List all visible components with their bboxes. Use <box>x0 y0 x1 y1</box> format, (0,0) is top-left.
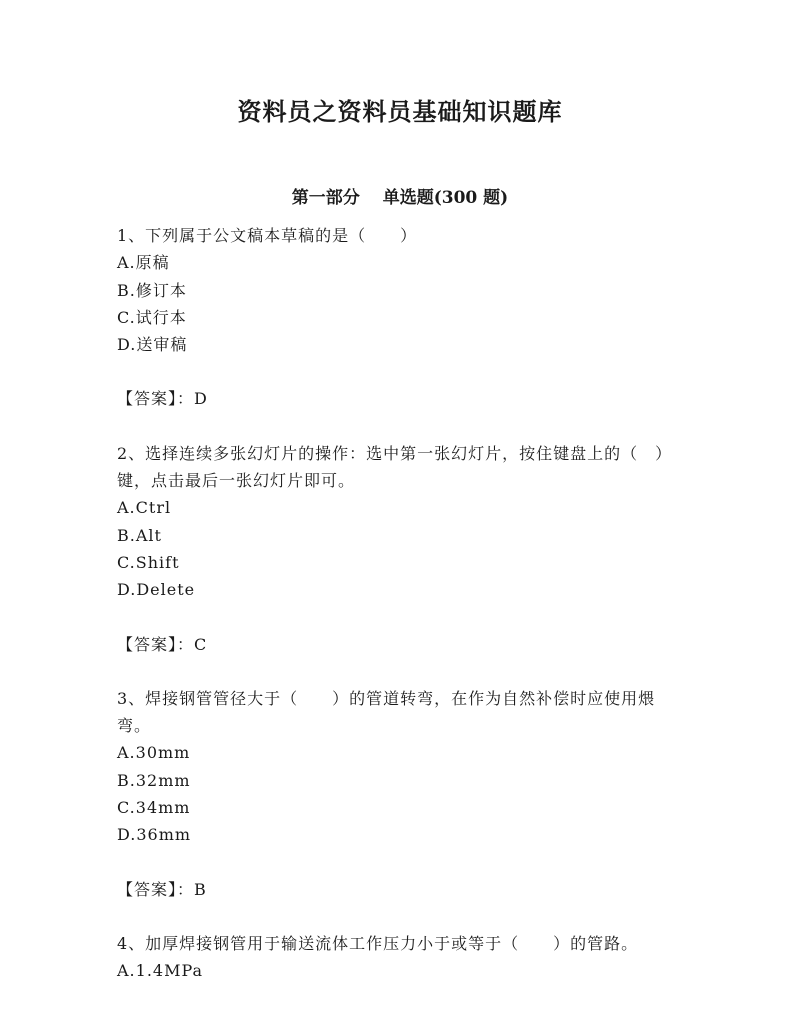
option-a: A.原稿 <box>117 253 170 273</box>
option-c: C.34mm <box>117 798 191 818</box>
option-b: B.32mm <box>117 770 191 790</box>
question-stem: 2、选择连续多张幻灯片的操作：选中第一张幻灯片，按住键盘上的（ ）键，点击最后一张幻灯片即可。 <box>117 443 673 491</box>
section-title: 第一部分 单选题(300 题) <box>291 188 509 208</box>
question-2 <box>117 440 677 658</box>
option-a: A.Ctrl <box>117 498 172 518</box>
question-3 <box>117 685 677 903</box>
option-a: A.30mm <box>117 743 191 763</box>
option-d: D.送审稿 <box>117 335 188 355</box>
answer-value: B <box>194 879 207 899</box>
option-b: B.Alt <box>117 525 162 545</box>
answer-value: C <box>194 634 208 654</box>
question-list <box>117 222 677 985</box>
question-stem: 4、加厚焊接钢管用于输送流体工作压力小于或等于（ ）的管路。 <box>117 933 639 953</box>
document-title: 资料员之资料员基础知识题库 <box>237 97 563 126</box>
question-4 <box>117 930 677 985</box>
option-b: B.修订本 <box>117 280 187 300</box>
option-c: C.Shift <box>117 552 180 572</box>
question-stem: 1、下列属于公文稿本草稿的是（ ） <box>117 226 418 245</box>
answer-line <box>117 631 677 658</box>
option-a: A.1.4MPa <box>117 961 204 981</box>
option-d: D.36mm <box>117 825 192 845</box>
answer-value: D <box>194 389 208 409</box>
answer-label: 【答案】： <box>117 389 195 409</box>
answer-label: 【答案】： <box>117 879 195 899</box>
question-stem: 3、焊接钢管管径大于（ ）的管道转弯，在作为自然补偿时应使用煨弯。 <box>117 688 656 736</box>
answer-line <box>117 385 677 412</box>
answer-label: 【答案】： <box>117 634 195 654</box>
answer-line <box>117 876 677 903</box>
option-c: C.试行本 <box>117 307 187 327</box>
option-d: D.Delete <box>117 580 196 600</box>
question-1 <box>117 222 677 413</box>
